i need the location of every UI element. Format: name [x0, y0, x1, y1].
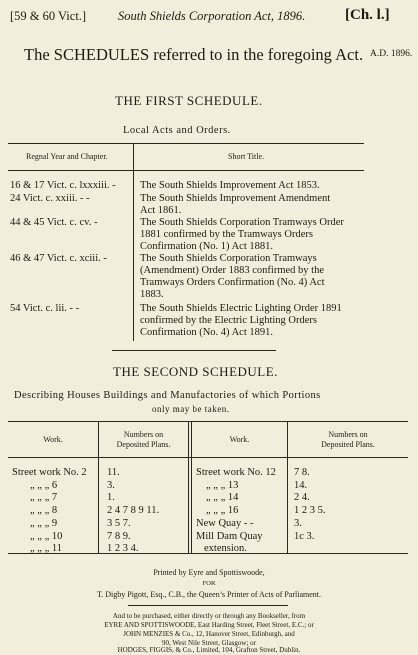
- table-row-chapter: 46 & 47 Vict. c. xciii. -: [10, 253, 107, 264]
- plans-cell: 11.: [107, 467, 120, 478]
- printed-for: FOR: [202, 580, 216, 587]
- purchase-line: EYRE AND SPOTTISWOODE, East Harding Street, Fleet Street, E.C.; or: [104, 621, 314, 629]
- work-cell: „ „ „ 6: [30, 480, 58, 491]
- column-header-plans: Numbers on: [123, 430, 164, 439]
- work-cell: New Quay - -: [196, 518, 254, 529]
- column-header-regnal: Regnal Year and Chapter.: [26, 152, 108, 161]
- table-row-chapter: 16 & 17 Vict. c. lxxxiii. -: [10, 180, 116, 191]
- work-cell: „ „ „ 10: [30, 531, 63, 542]
- work-cell: „ „ „ 13: [206, 480, 239, 491]
- header-regnal-year: [59 & 60 Vict.]: [10, 9, 87, 23]
- table-row-chapter: 54 Vict. c. lii. - -: [10, 303, 80, 314]
- plans-cell: 7 8 9.: [107, 531, 131, 542]
- table-row-title-line: Confirmation (No. 1) Act 1881.: [140, 241, 273, 252]
- schedules-heading: The SCHEDULES referred to in the foregoing Act.: [24, 45, 364, 64]
- column-header-plans-cont: Deposited Plans.: [321, 440, 375, 449]
- printed-by: Printed by Eyre and Spottiswoode,: [153, 568, 265, 577]
- table2-header-rule: [8, 457, 408, 458]
- column-header-short-title: Short Title.: [228, 152, 265, 161]
- plans-cell: 1 2 3 5.: [294, 505, 326, 516]
- column-header-work: Work.: [229, 435, 250, 444]
- table-row-title-line: Act 1861.: [140, 205, 182, 216]
- column-header-work: Work.: [43, 435, 63, 444]
- work-cell: Mill Dam Quay: [196, 531, 263, 542]
- purchase-line: And to be purchased, either directly or through any Bookseller, from: [112, 612, 306, 620]
- table-row-title-line: 1883.: [140, 289, 164, 300]
- plans-cell: 2 4 7 8 9 11.: [107, 505, 160, 516]
- work-cell: „ „ „ 16: [206, 505, 239, 516]
- table-row-title-line: The South Shields Corporation Tramways: [140, 253, 317, 264]
- work-cell: „ „ „ 8: [30, 505, 58, 516]
- table-row-chapter: 24 Vict. c. xxiii. - -: [10, 193, 90, 204]
- work-cell: „ „ „ 14: [206, 492, 239, 503]
- table2-top-rule: [8, 421, 408, 422]
- work-cell: „ „ „ 11: [30, 543, 62, 554]
- table-row-chapter: 44 & 45 Vict. c. cv. -: [10, 217, 98, 228]
- work-cell: Street work No. 12: [196, 467, 276, 478]
- queens-printer: T. Digby Pigott, Esq., C.B., the Queen’s Printer of Acts of Parliament.: [96, 590, 322, 599]
- work-cell: extension.: [204, 543, 247, 554]
- first-schedule-title: THE FIRST SCHEDULE.: [115, 93, 263, 108]
- plans-cell: 3 5 7.: [107, 518, 131, 529]
- separator-rule: [112, 350, 276, 351]
- plans-cell: 1 2 3 4.: [107, 543, 139, 554]
- plans-cell: 14.: [294, 480, 308, 491]
- table-row-title-line: The South Shields Improvement Act 1853.: [140, 180, 320, 191]
- plans-cell: 3.: [294, 518, 302, 529]
- table-row-title-line: confirmed by the Electric Lighting Orders: [140, 315, 317, 326]
- table-top-rule: [8, 143, 364, 144]
- plans-cell: 7 8.: [294, 467, 310, 478]
- header-chapter: [Ch. l.]: [345, 7, 390, 23]
- table-row-title-line: Tramways Orders Confirmation (No. 4) Act: [140, 277, 325, 288]
- table-row-title-line: Confirmation (No. 4) Act 1891.: [140, 327, 273, 338]
- work-cell: Street work No. 2: [12, 467, 87, 478]
- purchase-line: 90, West Nile Street, Glasgow; or: [162, 639, 256, 647]
- first-schedule-subtitle: Local Acts and Orders.: [123, 125, 231, 136]
- second-schedule-description: Describing Houses Buildings and Manufactories of which Portions: [14, 390, 321, 401]
- purchase-line: HODGES, FIGGIS, & Co., Limited, 104, Grafton Street, Dublin.: [117, 646, 301, 654]
- margin-year: A.D. 1896.: [370, 49, 413, 59]
- work-cell: „ „ „ 7: [30, 492, 58, 503]
- column-header-plans: Numbers on: [328, 430, 368, 439]
- table-row-title-line: (Amendment) Order 1883 confirmed by the: [140, 265, 324, 276]
- header-act-title: South Shields Corporation Act, 1896.: [118, 9, 306, 23]
- table-row-title-line: The South Shields Improvement Amendment: [140, 193, 331, 204]
- table-row-title-line: The South Shields Corporation Tramways Order: [140, 217, 344, 228]
- work-cell: „ „ „ 9: [30, 518, 58, 529]
- purchase-line: JOHN MENZIES & Co., 12, Hanover Street, Edinburgh, and: [123, 630, 295, 638]
- table-column-divider: [133, 143, 134, 341]
- table-header-rule: [8, 170, 364, 171]
- plans-cell: 1c 3.: [294, 531, 315, 542]
- table2-divider: [188, 421, 189, 553]
- table-row-title-line: 1881 confirmed by the Tramways Orders: [140, 229, 313, 240]
- plans-cell: 1.: [107, 492, 115, 503]
- second-schedule-title: THE SECOND SCHEDULE.: [113, 364, 278, 379]
- plans-cell: 3.: [107, 480, 115, 491]
- plans-cell: 2 4.: [294, 492, 310, 503]
- column-header-plans-cont: Deposited Plans.: [116, 440, 171, 449]
- footer-rule: [128, 605, 288, 606]
- second-schedule-description-cont: only may be taken.: [152, 404, 230, 414]
- table-row-title-line: The South Shields Electric Lighting Order 1891: [140, 303, 342, 314]
